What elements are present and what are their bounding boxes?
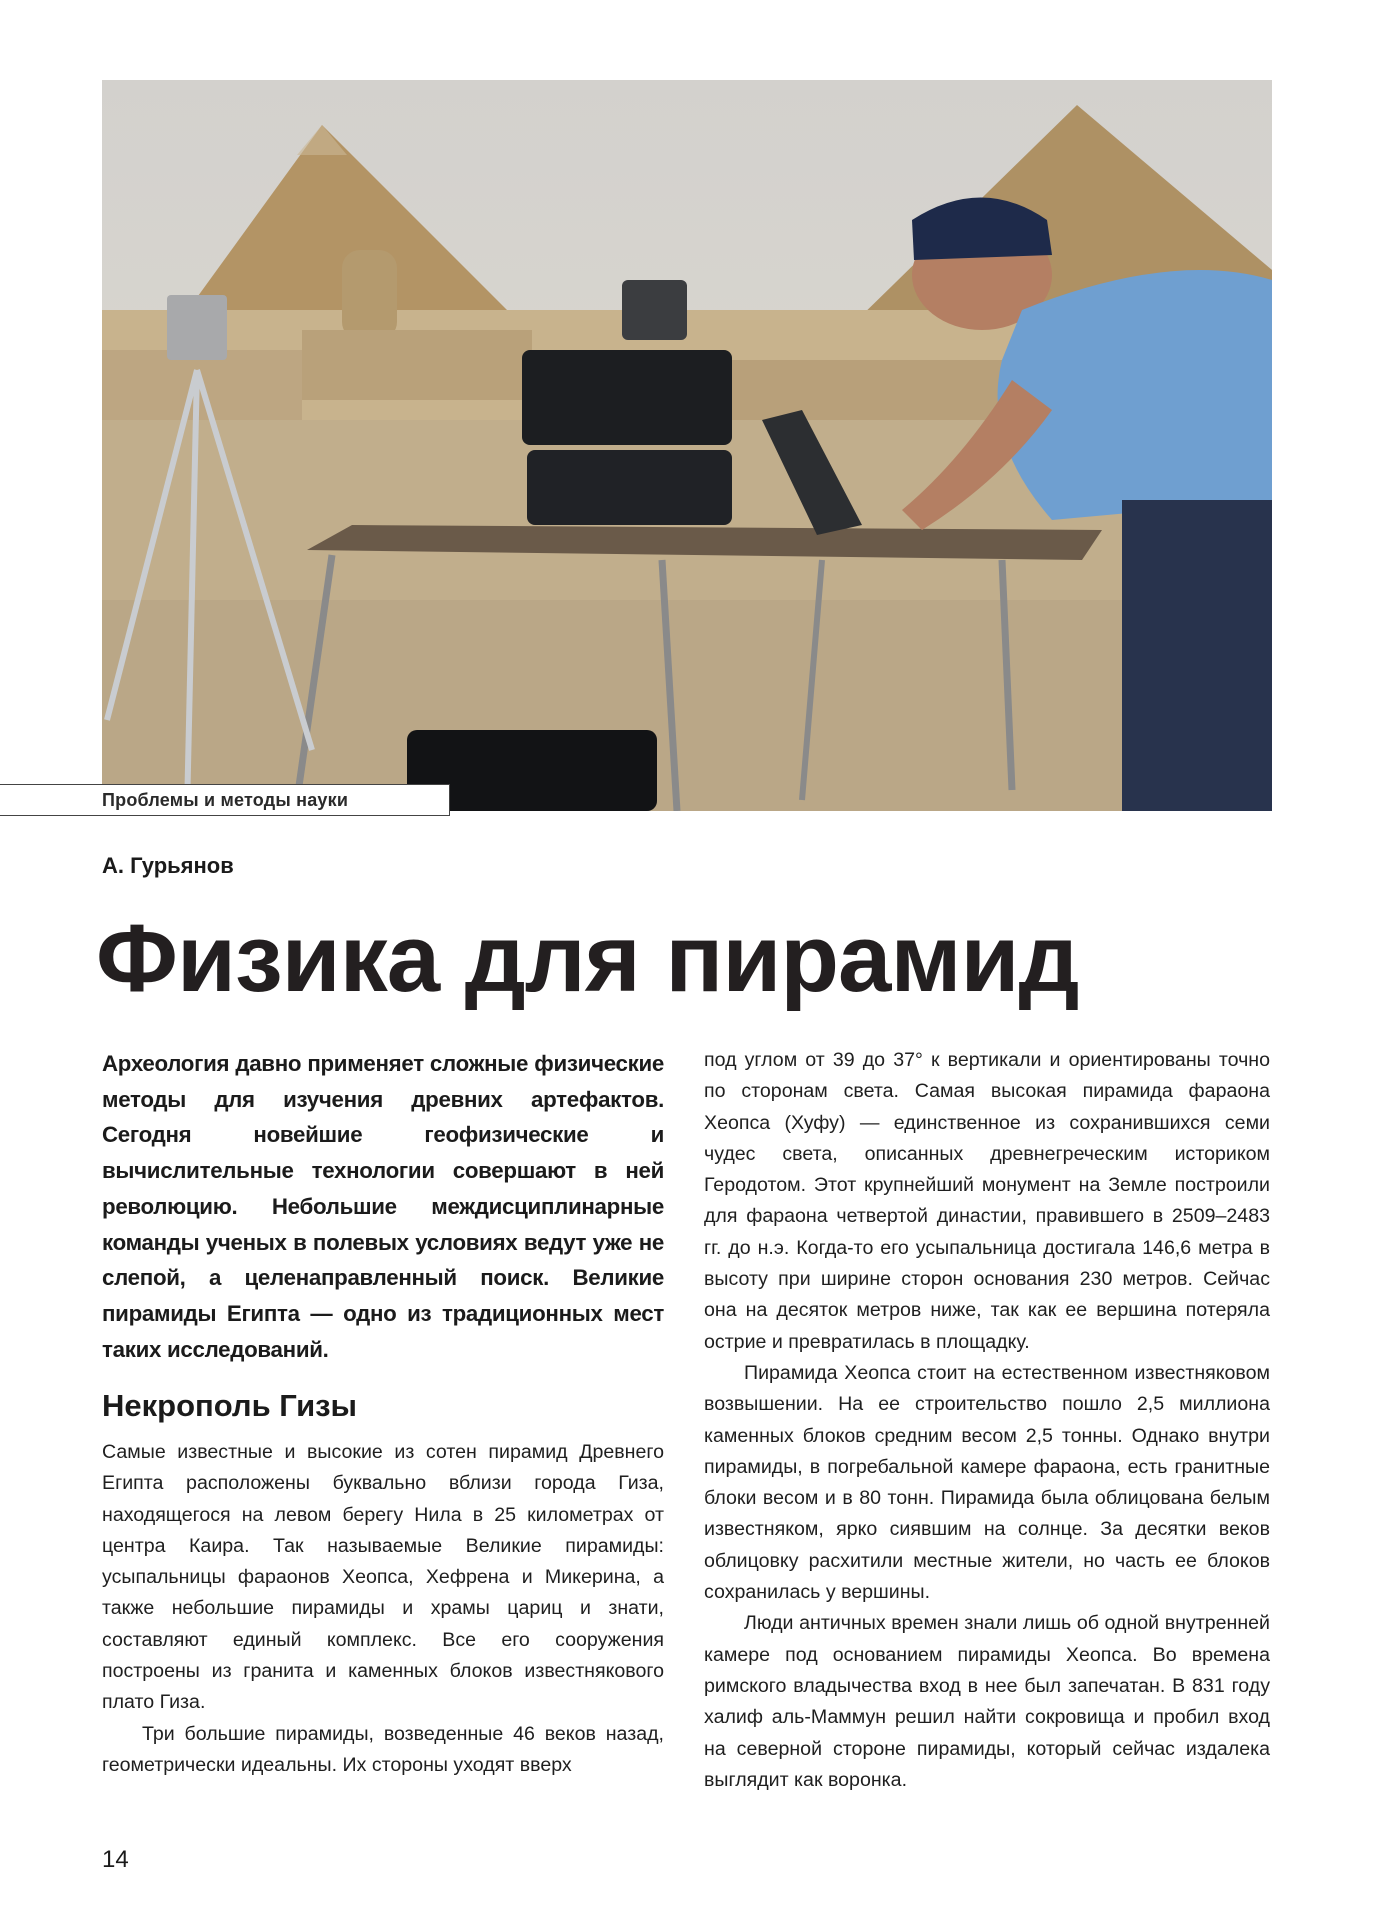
- scientist-shirt: [998, 270, 1272, 520]
- hero-photo: [102, 80, 1272, 811]
- scientist-jeans: [1122, 500, 1272, 811]
- section-tab: [0, 784, 450, 816]
- left-column: [102, 1437, 664, 1781]
- paragraph: Самые известные и высокие из сотен пирамид Древнего Египта расположены буквально вблизи города Гиза, находящегося на левом берегу Нила в 25 километрах от центра Каира. Так называемые Великие пирамиды: усыпальницы фараонов Хеопса, Хефрена и Микерина, а также небольшие пирамиды и храмы цариц и знати, составляют единый комплекс. Все его сооружения построены из гранита и каменных блоков известнякового плато Гиза.: [102, 1441, 664, 1714]
- paragraph: Пирамида Хеопса стоит на естественном известняковом возвышении. На ее строительство пошло 2,5 миллиона каменных блоков средним весом 2,5 тонны. Однако внутри пирамиды, в погребальной камере фараона, есть гранитные блоки весом и в 80 тонн. Пирамида была облицована белым известняком, ярко сиявшим на солнце. За десятки веков облицовку расхитили местные жители, но часть ее блоков сохранилась у вершины.: [704, 1361, 1270, 1604]
- right-column: [704, 1045, 1270, 1796]
- article-title: Физика для пирамид: [96, 905, 1079, 1012]
- page-number: 14: [102, 1846, 129, 1873]
- author-name: А. Гурьянов: [102, 853, 234, 878]
- section-heading: Некрополь Гизы: [102, 1388, 358, 1423]
- photo-illustration: [102, 80, 1272, 811]
- equipment-case-top: [522, 350, 732, 445]
- camera-on-tripod: [167, 295, 227, 360]
- paragraph: Люди античных времен знали лишь об одной внутренней камере под основанием пирамиды Хеопса. Во времена римского владычества вход в нее был запечатан. В 831 году халиф аль-Маммун решил найти сокровища и пробил вход на северной стороне пирамиды, который сейчас издалека выглядит как воронка.: [704, 1612, 1270, 1791]
- paragraph: Три большие пирамиды, возведенные 46 веков назад, геометрически идеальны. Их стороны уходят вверх: [102, 1722, 664, 1776]
- article-lead: Археология давно применяет сложные физические методы для изучения древних артефактов. Сегодня новейшие геофизические и вычислительные технологии совершают в ней революцию. Небольшие междисциплинарные команды ученых в полевых условиях ведут уже не слепой, а целенаправленный поиск. Великие пирамиды Египта — одно из традиционных мест таких исследований.: [102, 1051, 664, 1362]
- thermal-camera: [622, 280, 687, 340]
- equipment-case-bottom: [527, 450, 732, 525]
- section-label: Проблемы и методы науки: [102, 790, 349, 810]
- sphinx: [342, 250, 397, 340]
- paragraph: под углом от 39 до 37° к вертикали и ориентированы точно по сторонам света. Самая высокая пирамида фараона Хеопса (Хуфу) — единственное из сохранившихся семи чудес света, описанных древнегреческим историком Геродотом. Этот крупнейший монумент на Земле построили для фараона четвертой династии, правившего в 2509–2483 гг. до н.э. Когда-то его усыпальница достигала 146,6 метра в высоту при ширине сторон основания 230 метров. Сейчас она на десяток метров ниже, так как ее вершина потеряла острие и превратилась в площадку.: [704, 1049, 1270, 1353]
